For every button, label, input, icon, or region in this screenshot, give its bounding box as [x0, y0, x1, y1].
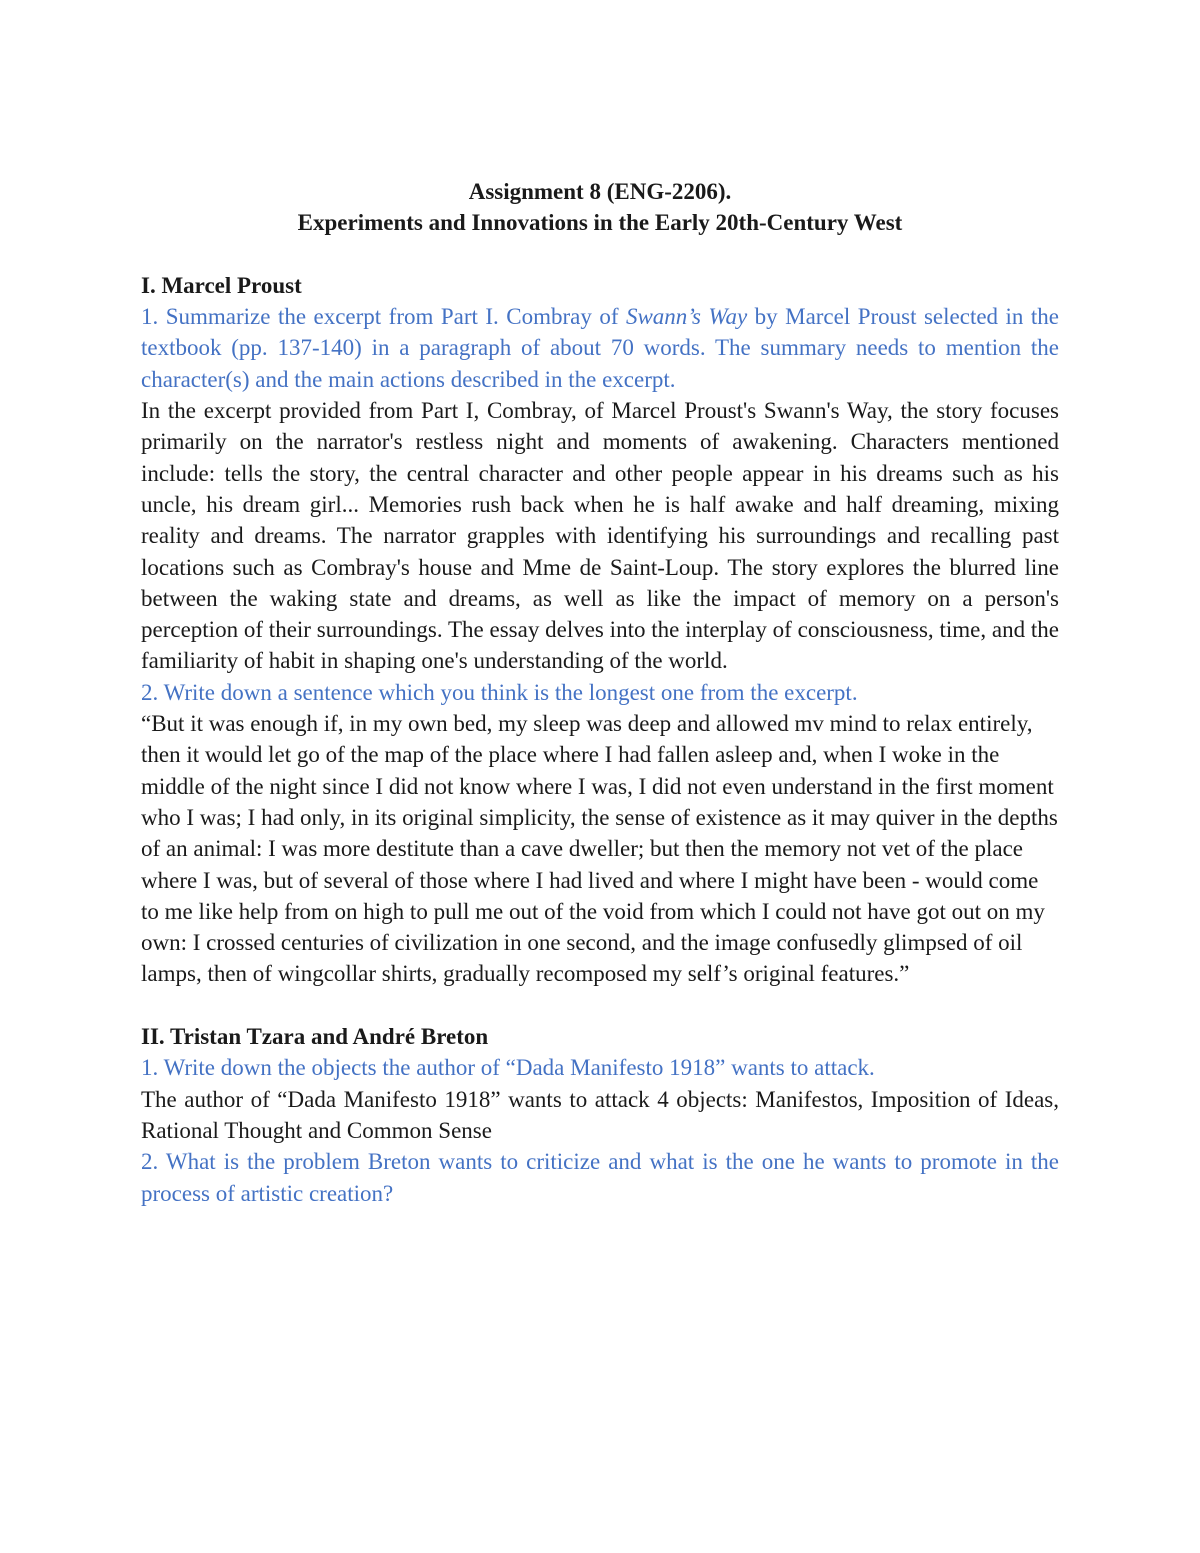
book-title-italic: Swann’s Way — [625, 304, 748, 330]
blank-line — [141, 239, 1059, 270]
question-1-text-end: by Marcel Proust selected in the textbook (pp. 137-140) in a paragraph of about 70 words. The summary needs to mention the character(s) and the main actions described in the excerpt. — [141, 304, 1059, 392]
section-1-answer-2: “But it was enough if, in my own bed, my sleep was deep and allowed mv mind to relax entirely, then it would let go of the map of the place where I had fallen asleep and, when I woke in the middle of the night since I did not know where I was, I did not even understand in the first moment who I was; I had only, in its original simplicity, the sense of existence as it may quiver in the depths of an animal: I was more destitute than a cave dweller; but then the memory not vet of the place where I was, but of several of those where I had lived and where I might have been - would come to me like help from on high to pull me out of the void from which I could not have got out on my own: I crossed centuries of civilization in one second, and the image confusedly glimpsed of oil lamps, then of wingcollar shirts, gradually recomposed my self’s original features.” — [141, 711, 1058, 987]
section-1-heading: I. Marcel Proust — [141, 272, 302, 298]
title-line-2: Experiments and Innovations in the Early 20th-Century West — [297, 210, 903, 236]
blank-line — [141, 990, 1059, 1021]
section-2-heading: II. Tristan Tzara and André Breton — [141, 1024, 489, 1050]
section-1-question-2: 2. Write down a sentence which you think is the longest one from the excerpt. — [141, 679, 858, 705]
section-1-answer-1: In the excerpt provided from Part I, Combray, of Marcel Proust's Swann's Way, the story focuses primarily on the narrator's restless night and moments of awakening. Characters mentioned include: tells the story, the central character and other people appear in his dreams such as his uncle, his dream girl... Memories rush back when he is half awake and half dreaming, mixing reality and dreams. The narrator grapples with identifying his surroundings and recalling past locations such as Combray's house and Mme de Saint-Loup. The story explores the blurred line between the waking state and dreams, as well as like the impact of memory on a person's perception of their surroundings. The essay delves into the interplay of consciousness, time, and the familiarity of habit in shaping one's understanding of the world. — [141, 398, 1059, 674]
document-page — [141, 176, 1059, 1209]
section-1-question-1 — [141, 301, 1059, 395]
title-line-1: Assignment 8 (ENG-2206). — [468, 179, 732, 204]
question-1-text-start: 1. Summarize the excerpt from Part I. Combray of — [141, 304, 626, 330]
section-2-question-1: 1. Write down the objects the author of “Dada Manifesto 1918” wants to attack. — [141, 1055, 875, 1081]
section-2-answer-1: The author of “Dada Manifesto 1918” wants to attack 4 objects: Manifestos, Imposition of Ideas, Rational Thought and Common Sense — [141, 1086, 1059, 1143]
section-2-question-2: 2. What is the problem Breton wants to criticize and what is the one he wants to promote in the process of artistic creation? — [141, 1149, 1059, 1206]
